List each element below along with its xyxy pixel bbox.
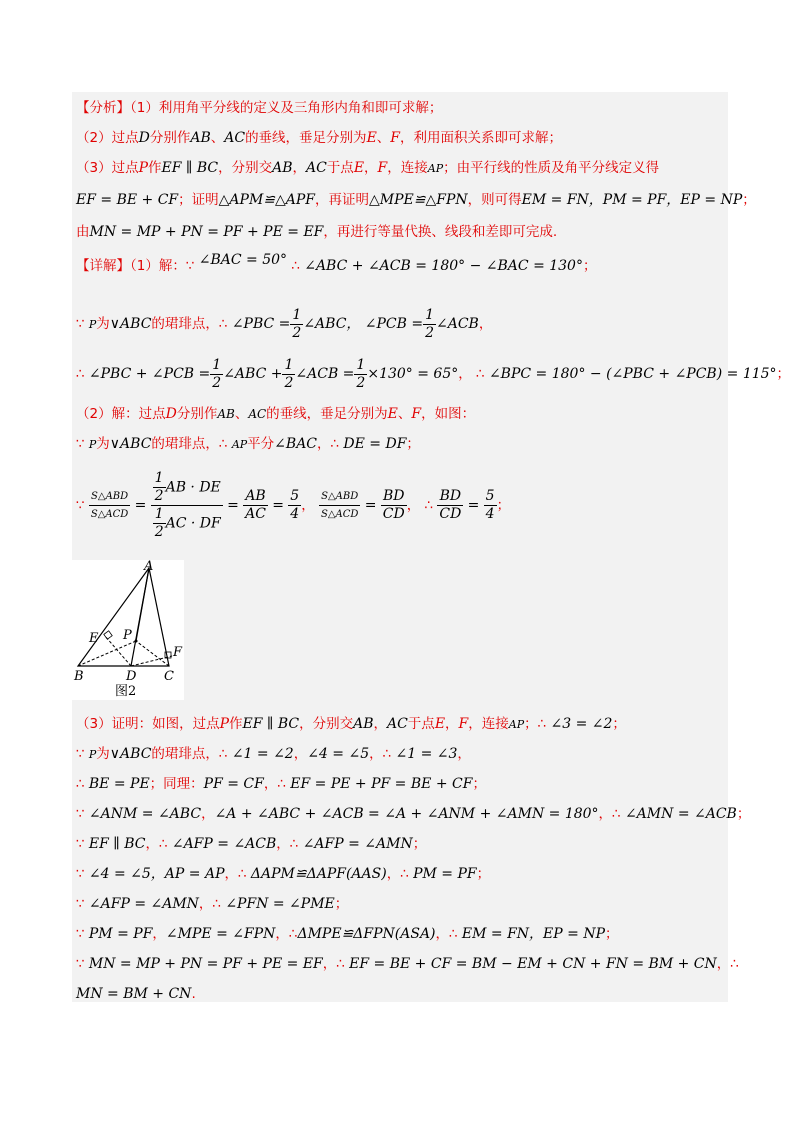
solution-line-5: ∵ P为∨ABC的珺琲点，∴ AP平分∠BAC，∴ DE = DF； xyxy=(76,436,420,452)
proof-line-2: ∵ P为∨ABC的珺琲点，∴ ∠1 = ∠2，∠4 = ∠5，∴ ∠1 = ∠3， xyxy=(76,746,471,762)
analysis-tag: 【分析】 xyxy=(76,100,130,116)
triangle-figure xyxy=(72,560,184,700)
vertex-label-a: A xyxy=(144,560,154,574)
figure-caption: 图2 xyxy=(115,684,137,699)
solution-line-1: 【详解】（1）解：∵ ∠BAC = 50° ∴ ∠ABC + ∠ACB = 180° − ∠BAC = 130°； xyxy=(76,252,597,274)
vertex-label-c: C xyxy=(164,669,174,684)
analysis-line-2: （2）过点D分别作AB、AC的垂线，垂足分别为E、F，利用面积关系即可求解； xyxy=(76,130,563,146)
solution-line-6: ∵ $\frac{\text{S△ABD}}{\text{S△ACD}}$ = $\frac{1}{2}$ AB · DE $\frac{1}{2}$ AC · DF = $\frac{AB}{AC}$ = $\frac{5}{4}$ ， $\frac{\text{S△ABD}}{\text{S△ACD}}$ = $\frac{BD}{CD}$ ， ∴ $\frac{BD}{CD}$ = $\frac{5}{4}$ ； xyxy=(76,470,511,540)
proof-line-7: ∵ ∠AFP = ∠AMN，∴ ∠PFN = ∠PME； xyxy=(76,896,349,912)
proof-line-1: （3）证明：如图，过点P作EF ∥ BC，分别交AB，AC于点E，F，连接AP；∴ ∠3 = ∠2； xyxy=(76,716,626,732)
solution-line-2: ∵ P为∨ABC的珺琲点，∴ ∠PBC = $\frac{1}{2}$ ∠ABC， ∠PCB = $\frac{1}{2}$ ∠ACB， xyxy=(76,306,493,341)
analysis-line-1: 【分析】（1）利用角平分线的定义及三角形内角和即可求解； xyxy=(76,100,443,116)
solution-tag: 【详解】 xyxy=(76,258,130,274)
analysis-line-5: 由MN = MP + PN = PF + PE = EF，再进行等量代换、线段和差即可完成. xyxy=(76,224,558,240)
proof-line-5: ∵ EF ∥ BC，∴ ∠AFP = ∠ACB，∴ ∠AFP = ∠AMN； xyxy=(76,836,427,852)
vertex-label-p: P xyxy=(123,628,132,643)
proof-line-8: ∵ PM = PF，∠MPE = ∠FPN，∴ΔMPE≌ΔFPN(ASA)，∴ EM = FN，EP = NP； xyxy=(76,926,619,942)
proof-line-9: ∵ MN = MP + PN = PF + PE = EF，∴ EF = BE + CF = BM − EM + CN + FN = BM + CN，∴ xyxy=(76,956,739,972)
triangle-diagram xyxy=(72,560,184,700)
solution-line-3: ∴ ∠PBC + ∠PCB = $\frac{1}{2}$ ∠ABC + $\frac{1}{2}$ ∠ACB = $\frac{1}{2}$ ×130° = 65°， ∴ ∠BPC = 180° − (∠PBC + ∠PCB) = 115°； xyxy=(76,356,791,391)
vertex-label-f: F xyxy=(173,645,183,660)
proof-line-6: ∵ ∠4 = ∠5，AP = AP，∴ ΔAPM≌ΔAPF(AAS)，∴ PM = PF； xyxy=(76,866,491,882)
solution-line-4: （2）解：过点D分别作AB、AC的垂线，垂足分别为E、F，如图： xyxy=(76,406,476,422)
vertex-label-e: E xyxy=(89,631,99,646)
vertex-label-b: B xyxy=(74,669,84,684)
analysis-line-3: （3）过点P作EF ∥ BC，分别交AB，AC于点E，F，连接AP；由平行线的性质及角平分线定义得 xyxy=(76,160,660,176)
analysis-line-4: EF = BE + CF；证明△APM≌△APF，再证明△MPE≌△FPN，则可得EM = FN，PM = PF，EP = NP； xyxy=(76,192,756,208)
proof-line-10: MN = BM + CN. xyxy=(76,986,196,1002)
proof-line-3: ∴ BE = PE；同理：PF = CF，∴ EF = PE + PF = BE + CF； xyxy=(76,776,486,792)
proof-line-4: ∵ ∠ANM = ∠ABC，∠A + ∠ABC + ∠ACB = ∠A + ∠ANM + ∠AMN = 180°，∴ ∠AMN = ∠ACB； xyxy=(76,806,751,822)
vertex-label-d: D xyxy=(126,669,137,684)
